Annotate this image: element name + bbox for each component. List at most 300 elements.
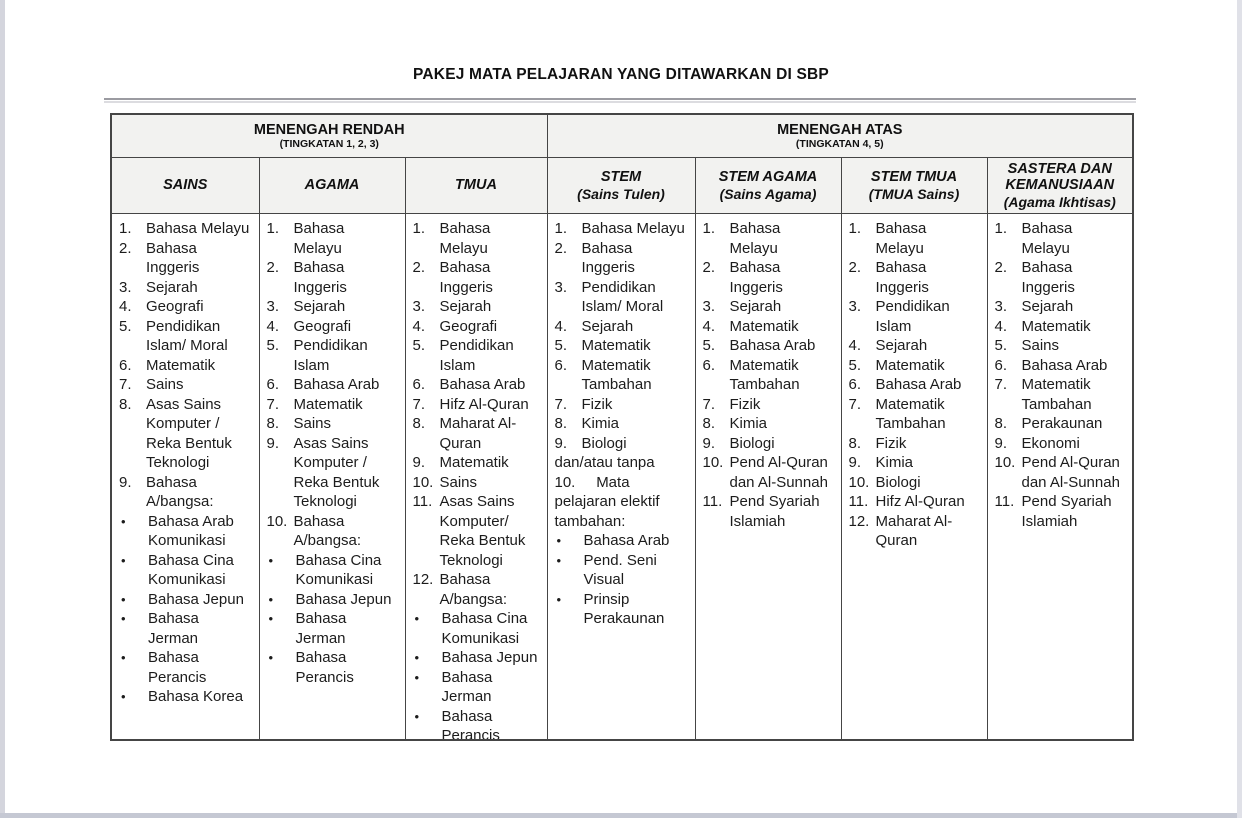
numbered-item (555, 239, 687, 278)
item-text: Biologi (875, 473, 921, 491)
numbered-item (849, 375, 979, 395)
numbered-item (849, 336, 979, 356)
numbered-item (849, 473, 979, 493)
subject-list (548, 214, 695, 629)
numbered-item (267, 219, 397, 258)
package-sublabel: (Agama Ikhtisas) (1003, 193, 1116, 210)
package-header (405, 158, 547, 214)
item-number: 9. (554, 434, 568, 452)
bullet-item (119, 648, 251, 687)
numbered-item (413, 219, 539, 258)
subject-cell (547, 214, 695, 741)
item-text: Biologi (581, 434, 627, 452)
item-text: Sains (293, 415, 332, 432)
numbered-item (703, 434, 833, 454)
numbered-item (849, 434, 979, 454)
bullet-item (267, 609, 397, 648)
item-number: 8. (412, 415, 426, 432)
numbered-item (995, 492, 1125, 531)
item-text: Bahasa Arab (729, 337, 816, 354)
item-text: Pendidikan Islam (439, 337, 514, 374)
item-text: Bahasa Inggeris (293, 259, 347, 296)
item-text: Pendidikan Islam/ Moral (581, 278, 664, 315)
package-label: SAINS (163, 177, 208, 194)
item-number: 6. (266, 376, 280, 393)
scan-edge-left (0, 0, 5, 818)
bullet-marker: • (121, 552, 126, 568)
numbered-item (413, 414, 539, 453)
item-text: Asas Sains Komputer/ Reka Bentuk Teknologi (439, 493, 526, 569)
item-number: 1. (554, 220, 568, 237)
numbered-item (267, 317, 397, 337)
item-number: 8. (994, 415, 1008, 432)
item-text: Matematik (581, 337, 651, 354)
item-number: 7. (554, 395, 568, 413)
bullet-marker: • (556, 591, 562, 607)
bullet-marker: • (268, 591, 274, 607)
bullet-marker: • (414, 650, 420, 665)
item-number: 7. (266, 395, 280, 413)
item-number: 5. (119, 317, 132, 335)
item-number: 1. (119, 220, 132, 237)
item-text: Pend Al-Quran dan Al-Sunnah (729, 454, 828, 491)
item-text: Matematik (293, 395, 363, 413)
item-number: 2. (266, 259, 280, 276)
bullet-marker: • (121, 611, 126, 626)
item-number: 4. (554, 317, 568, 335)
bullet-item (119, 609, 251, 648)
package-label: STEM TMUA (870, 169, 958, 185)
item-number: 6. (848, 376, 862, 393)
plain-line: dan/atau tanpa (554, 454, 655, 471)
numbered-item (703, 453, 833, 492)
item-number: 3. (119, 278, 132, 296)
item-number: 1. (266, 220, 280, 237)
item-text: Bahasa Cina Komunikasi (441, 610, 528, 647)
numbered-item (849, 258, 979, 297)
item-number: 4. (412, 317, 426, 335)
numbered-item (995, 453, 1125, 492)
page-title: PAKEJ MATA PELAJARAN YANG DITAWARKAN DI SBP (413, 66, 829, 83)
item-number: 1. (702, 220, 716, 237)
item-text: Bahasa Jerman (148, 610, 199, 647)
scan-edge-bottom (0, 813, 1242, 818)
item-text: Bahasa Arab (1021, 356, 1108, 374)
numbered-item (555, 317, 687, 337)
numbered-item (995, 317, 1125, 337)
item-number: 3. (554, 278, 568, 296)
numbered-item (413, 258, 539, 297)
numbered-item (267, 434, 397, 512)
item-text: Matematik Tambahan (729, 356, 800, 393)
item-text: Bahasa Melayu (729, 220, 781, 257)
numbered-item (413, 336, 539, 375)
bullet-item (119, 590, 251, 610)
item-text: Pendidikan Islam (875, 298, 950, 335)
bullet-marker: • (121, 591, 126, 607)
package-label: AGAMA (304, 177, 360, 194)
bullet-item (413, 648, 539, 668)
numbered-item (555, 278, 687, 317)
numbered-item (995, 434, 1125, 454)
item-number: 12. (412, 571, 434, 588)
item-number: 1. (412, 220, 426, 237)
numbered-item (119, 375, 251, 395)
package-label: STEM AGAMA (718, 169, 818, 185)
item-text: Matematik (1021, 317, 1091, 335)
item-number: 5. (994, 337, 1008, 354)
package-header (547, 158, 695, 214)
item-text: Bahasa A/bangsa: (146, 473, 214, 510)
item-text: Bahasa Perancis (441, 707, 500, 739)
item-text: Pend. Seni Visual (583, 551, 657, 588)
bullet-item (119, 512, 251, 551)
item-number: 10. (266, 512, 288, 530)
group-sublabel: (TINGKATAN 1, 2, 3) (279, 138, 379, 150)
item-number: 6. (994, 356, 1008, 374)
bullet-item (413, 707, 539, 740)
numbered-item (267, 297, 397, 317)
item-text: Bahasa Arab (439, 376, 526, 393)
numbered-item (703, 297, 833, 317)
subject-cell (405, 214, 547, 741)
item-number: 5. (848, 356, 862, 374)
numbered-item (849, 219, 979, 258)
numbered-item (995, 297, 1125, 317)
bullet-item (119, 551, 251, 590)
item-number: 6. (412, 376, 426, 393)
item-text: Bahasa Cina Komunikasi (148, 551, 234, 588)
numbered-item (555, 395, 687, 415)
numbered-item (119, 278, 251, 298)
group-label: MENENGAH RENDAH (253, 122, 405, 138)
item-text: Sains (146, 376, 184, 393)
item-number: 10. (848, 473, 870, 491)
item-number: 2. (554, 239, 568, 257)
item-text: Bahasa Jerman (295, 610, 347, 647)
package-label: TMUA (455, 177, 497, 194)
item-number: 2. (848, 259, 862, 276)
package-header-row (111, 158, 1133, 214)
item-number: 3. (702, 298, 716, 315)
numbered-item (995, 258, 1125, 297)
item-number: 8. (266, 415, 280, 432)
item-text: Bahasa Melayu (146, 220, 250, 237)
item-number: 9. (702, 434, 716, 452)
numbered-item (119, 219, 251, 239)
item-number: 3. (994, 298, 1008, 315)
bullet-item (555, 590, 687, 629)
item-text: Bahasa Arab Komunikasi (148, 512, 234, 549)
numbered-item (413, 570, 539, 609)
numbered-item (119, 297, 251, 317)
numbered-item (995, 414, 1125, 434)
bullet-marker: • (121, 689, 126, 704)
item-text: Kimia (729, 415, 768, 432)
group-sublabel: (TINGKATAN 4, 5) (795, 138, 884, 150)
item-number: 11. (994, 493, 1015, 510)
numbered-item (703, 492, 833, 531)
item-text: Pend Syariah Islamiah (1021, 493, 1112, 530)
plain-line: pelajaran elektif (554, 493, 660, 510)
item-text: Biologi (729, 434, 775, 452)
item-number: 9. (848, 454, 862, 471)
plain-line: 10. Mata (554, 473, 630, 491)
subject-list (842, 214, 987, 551)
item-number: 4. (702, 317, 716, 335)
numbered-item (267, 395, 397, 415)
item-text: Maharat Al-Quran (875, 512, 953, 549)
bullet-marker: • (121, 513, 126, 529)
item-number: 3. (848, 298, 862, 315)
item-text: Bahasa Arab (583, 532, 670, 549)
item-number: 9. (412, 454, 426, 471)
numbered-item (995, 336, 1125, 356)
item-text: Matematik Tambahan (875, 395, 946, 432)
bullet-item (555, 551, 687, 590)
item-number: 2. (702, 259, 716, 276)
item-number: 6. (702, 356, 716, 374)
numbered-item (413, 473, 539, 493)
numbered-item (555, 219, 687, 239)
item-number: 11. (848, 493, 869, 510)
item-text: Bahasa Perancis (148, 649, 207, 686)
item-text: Matematik (439, 454, 509, 471)
subject-cell (841, 214, 987, 741)
subject-cell (695, 214, 841, 741)
item-number: 10. (994, 454, 1016, 471)
subject-list (988, 214, 1133, 531)
item-text: Bahasa Inggeris (146, 239, 200, 276)
item-text: Matematik Tambahan (581, 356, 652, 393)
item-number: 4. (119, 298, 132, 315)
numbered-item (555, 414, 687, 434)
item-number: 8. (554, 415, 568, 432)
numbered-item (849, 492, 979, 512)
item-number: 7. (848, 395, 862, 413)
item-number: 5. (412, 337, 426, 354)
numbered-item (995, 375, 1125, 414)
numbered-item (703, 414, 833, 434)
numbered-item (849, 356, 979, 376)
bullet-marker: • (414, 611, 420, 626)
numbered-item (413, 375, 539, 395)
item-text: Matematik Tambahan (1021, 376, 1092, 413)
item-text: Kimia (875, 454, 914, 471)
numbered-item (413, 492, 539, 570)
item-number: 4. (266, 317, 280, 335)
item-text: Asas Sains Komputer / Reka Bentuk Teknologi (146, 395, 232, 471)
subject-list (406, 214, 547, 739)
bullet-item (267, 551, 397, 590)
numbered-item (119, 239, 251, 278)
subject-cell (259, 214, 405, 741)
numbered-item (849, 453, 979, 473)
numbered-item (849, 297, 979, 336)
numbered-item (267, 414, 397, 434)
numbered-item (849, 395, 979, 434)
item-text: Bahasa Melayu (1021, 220, 1073, 257)
numbered-item (413, 297, 539, 317)
subject-cell (111, 214, 259, 741)
package-sublabel: (Sains Agama) (719, 185, 817, 202)
item-number: 2. (994, 259, 1008, 276)
item-number: 6. (554, 356, 568, 374)
item-text: Sejarah (1021, 298, 1074, 315)
numbered-item (995, 219, 1125, 258)
item-number: 2. (412, 259, 426, 276)
item-number: 5. (266, 337, 280, 354)
numbered-item (413, 453, 539, 473)
item-text: Sejarah (439, 298, 492, 315)
item-text: Geografi (146, 298, 204, 315)
item-number: 6. (119, 356, 132, 374)
bullet-marker: • (414, 708, 420, 724)
item-number: 8. (702, 415, 716, 432)
package-header (987, 158, 1133, 214)
numbered-item (703, 356, 833, 395)
numbered-item (413, 395, 539, 415)
item-text: Bahasa Korea (148, 688, 244, 705)
item-text: Matematik (875, 356, 945, 374)
item-text: Bahasa Melayu (581, 220, 685, 237)
item-text: Perakaunan (1021, 415, 1103, 432)
bullet-item (413, 609, 539, 648)
scan-edge-right (1237, 0, 1242, 818)
item-text: Sejarah (293, 298, 346, 315)
title-divider-rule (104, 98, 1136, 100)
item-text: Bahasa Inggeris (729, 259, 783, 296)
item-number: 8. (848, 434, 862, 452)
item-text: Geografi (293, 317, 352, 335)
item-text: Bahasa A/bangsa: (439, 571, 508, 608)
item-text: Prinsip Perakaunan (583, 590, 665, 627)
item-text: Bahasa Arab (293, 376, 380, 393)
bullet-item (413, 668, 539, 707)
item-number: 9. (994, 434, 1008, 452)
bullet-marker: • (268, 552, 274, 568)
package-label: SASTERA DAN KEMANUSIAAN (1005, 160, 1115, 194)
item-text: Matematik (146, 356, 216, 374)
item-text: Hifz Al-Quran (875, 493, 965, 510)
item-text: Geografi (439, 317, 498, 335)
item-text: Sejarah (581, 317, 634, 335)
item-text: Bahasa A/bangsa: (293, 512, 362, 549)
plain-line: tambahan: (554, 512, 626, 530)
package-label: STEM (600, 169, 642, 185)
item-text: Bahasa Jepun (148, 590, 244, 608)
package-header (259, 158, 405, 214)
numbered-item (267, 258, 397, 297)
item-text: Asas Sains Komputer / Reka Bentuk Teknologi (293, 434, 380, 510)
item-text: Sejarah (729, 298, 782, 315)
item-text: Pendidikan Islam (293, 337, 368, 374)
bullet-item (555, 531, 687, 551)
numbered-item (413, 317, 539, 337)
item-text: Matematik (729, 317, 799, 335)
item-number: 2. (119, 239, 132, 257)
item-number: 7. (412, 395, 426, 413)
item-text: Pend Al-Quran dan Al-Sunnah (1021, 454, 1120, 491)
numbered-item (555, 356, 687, 395)
subject-list (112, 214, 259, 707)
item-text: Bahasa Cina Komunikasi (295, 551, 382, 588)
numbered-item (703, 336, 833, 356)
item-text: Bahasa Inggeris (875, 259, 929, 296)
item-text: Fizik (581, 395, 613, 413)
package-header (695, 158, 841, 214)
item-text: Bahasa Melayu (439, 220, 491, 257)
numbered-item (995, 356, 1125, 376)
item-text: Bahasa Arab (875, 376, 962, 393)
item-text: Sejarah (146, 278, 198, 296)
bullet-item (267, 590, 397, 610)
item-text: Sains (1021, 337, 1060, 354)
bullet-marker: • (556, 533, 562, 548)
subject-list (696, 214, 841, 531)
item-text: Bahasa Jepun (295, 590, 392, 608)
item-number: 7. (702, 395, 716, 413)
item-number: 11. (702, 493, 723, 510)
item-number: 1. (848, 220, 862, 237)
bullet-marker: • (268, 611, 274, 626)
item-text: Bahasa Melayu (875, 220, 927, 257)
package-sublabel: (TMUA Sains) (868, 185, 960, 202)
item-text: Ekonomi (1021, 434, 1080, 452)
item-number: 10. (702, 454, 724, 471)
item-number: 4. (848, 337, 862, 354)
item-number: 9. (266, 434, 280, 452)
item-text: Bahasa Inggeris (439, 259, 493, 296)
item-number: 4. (994, 317, 1008, 335)
item-number: 3. (412, 298, 426, 315)
group-header-menengah-rendah (111, 114, 547, 158)
numbered-item (703, 395, 833, 415)
level-group-row (111, 114, 1133, 158)
numbered-item (703, 258, 833, 297)
item-text: Bahasa Jerman (441, 668, 493, 705)
subject-list-row (111, 214, 1133, 741)
item-number: 9. (119, 473, 132, 491)
numbered-item (555, 336, 687, 356)
numbered-item (119, 317, 251, 356)
item-number: 5. (702, 337, 716, 354)
subject-list (260, 214, 405, 687)
item-text: Fizik (729, 395, 761, 413)
item-number: 7. (119, 376, 132, 393)
group-header-menengah-atas (547, 114, 1133, 158)
numbered-item (119, 395, 251, 473)
item-number: 3. (266, 298, 280, 315)
item-text: Fizik (875, 434, 907, 452)
item-number: 10. (412, 473, 434, 491)
bullet-marker: • (414, 669, 420, 685)
numbered-item (703, 317, 833, 337)
item-number: 1. (994, 220, 1008, 237)
item-number: 8. (119, 395, 132, 413)
numbered-item (267, 375, 397, 395)
numbered-item (267, 336, 397, 375)
bullet-marker: • (268, 650, 274, 665)
item-number: 7. (994, 376, 1008, 393)
numbered-item (267, 512, 397, 551)
item-number: 5. (554, 337, 568, 354)
bullet-item (119, 687, 251, 707)
subject-packages-table (110, 113, 1134, 741)
item-text: Kimia (581, 415, 620, 432)
group-label: MENENGAH ATAS (777, 122, 903, 138)
item-text: Bahasa Melayu (293, 220, 345, 257)
